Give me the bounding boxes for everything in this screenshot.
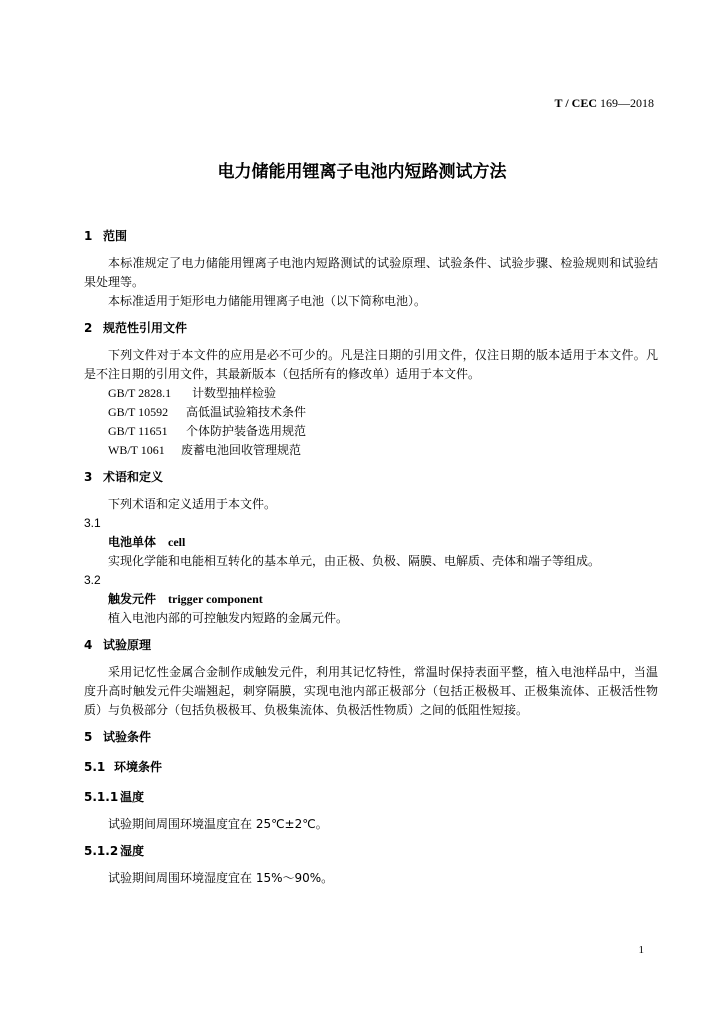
reference-title: 废蓄电池回收管理规范 xyxy=(181,443,302,457)
section-title: 试验原理 xyxy=(103,638,152,652)
section-3-heading xyxy=(84,468,658,487)
reference-item xyxy=(84,403,658,422)
reference-code: GB/T 10592 xyxy=(108,405,169,419)
subsection-number: 5.1.2 xyxy=(84,844,119,858)
standard-prefix: T / CEC xyxy=(554,96,600,110)
section-title: 试验条件 xyxy=(103,730,152,744)
subsection-5-1-heading xyxy=(84,758,658,777)
reference-title: 计数型抽样检验 xyxy=(192,386,277,400)
document-body xyxy=(84,227,658,888)
section-number: 5 xyxy=(84,730,93,744)
term-chinese: 触发元件 xyxy=(108,592,157,606)
term-definition: 植入电池内部的可控触发内短路的金属元件。 xyxy=(108,611,349,625)
standard-number xyxy=(555,96,654,111)
references-intro: 下列文件对于本文件的应用是必不可少的。凡是注日期的引用文件，仅注日期的版本适用于本文件。凡是不注日期的引用文件，其最新版本（包括所有的修改单）适用于本文件。 xyxy=(84,348,658,381)
subsection-title: 湿度 xyxy=(120,844,145,858)
reference-title: 高低温试验箱技术条件 xyxy=(186,405,307,419)
scope-paragraph-2: 本标准适用于矩形电力储能用锂离子电池（以下简称电池）。 xyxy=(108,294,427,308)
section-title: 范围 xyxy=(103,229,128,243)
document-title: 电力储能用锂离子电池内短路测试方法 xyxy=(217,162,507,182)
humidity-text: 试验期间周围环境湿度宜在 15%～90%。 xyxy=(108,871,334,885)
term-definition: 实现化学能和电能相互转化的基本单元，由正极、负极、隔膜、电解质、壳体和端子等组成。 xyxy=(108,554,601,568)
subsection-5-1-2-heading xyxy=(84,842,658,861)
section-number: 2 xyxy=(84,321,93,335)
section-2-heading xyxy=(84,319,658,338)
subsection-title: 环境条件 xyxy=(114,760,163,774)
reference-title: 个体防护装备选用规范 xyxy=(186,424,307,438)
standard-year: 169—2018 xyxy=(600,96,654,110)
scope-paragraph-1: 本标准规定了电力储能用锂离子电池内短路测试的试验原理、试验条件、试验步骤、检验规则和试验结果处理等。 xyxy=(84,256,658,289)
subsection-title: 温度 xyxy=(120,790,145,804)
section-title: 规范性引用文件 xyxy=(103,321,188,335)
term-english: cell xyxy=(168,535,186,549)
section-number: 3 xyxy=(84,470,93,484)
term-english: trigger component xyxy=(168,592,263,606)
section-number: 1 xyxy=(84,229,93,243)
section-1-heading xyxy=(84,227,658,246)
reference-code: GB/T 2828.1 xyxy=(108,386,172,400)
reference-code: WB/T 1061 xyxy=(108,443,165,457)
subsection-number: 5.1.1 xyxy=(84,790,119,804)
subsection-number: 5.1 xyxy=(84,760,106,774)
reference-code: GB/T 11651 xyxy=(108,424,168,438)
section-number: 4 xyxy=(84,638,93,652)
reference-item xyxy=(84,441,658,460)
terms-intro: 下列术语和定义适用于本文件。 xyxy=(108,497,277,511)
term-number: 3.1 xyxy=(84,516,101,530)
subsection-5-1-1-heading xyxy=(84,788,658,807)
page-number: 1 xyxy=(638,944,644,956)
reference-item xyxy=(84,384,658,403)
reference-item xyxy=(84,422,658,441)
term-heading xyxy=(84,533,658,552)
term-chinese: 电池单体 xyxy=(108,535,157,549)
term-number: 3.2 xyxy=(84,573,101,587)
section-4-heading xyxy=(84,636,658,655)
term-heading xyxy=(84,590,658,609)
principle-paragraph: 采用记忆性金属合金制作成触发元件，利用其记忆特性，常温时保持表面平整，植入电池样品中，当温度升高时触发元件尖端翘起，刺穿隔膜，实现电池内部正极部分（包括正极极耳、正极集流体、正极活性物质）与负极部分（包括负极极耳、负极集流体、负极活性物质）之间的低阻性短接。 xyxy=(84,665,658,717)
section-title: 术语和定义 xyxy=(103,470,164,484)
section-5-heading xyxy=(84,728,658,747)
temperature-text: 试验期间周围环境温度宜在 25℃±2℃。 xyxy=(108,817,328,831)
